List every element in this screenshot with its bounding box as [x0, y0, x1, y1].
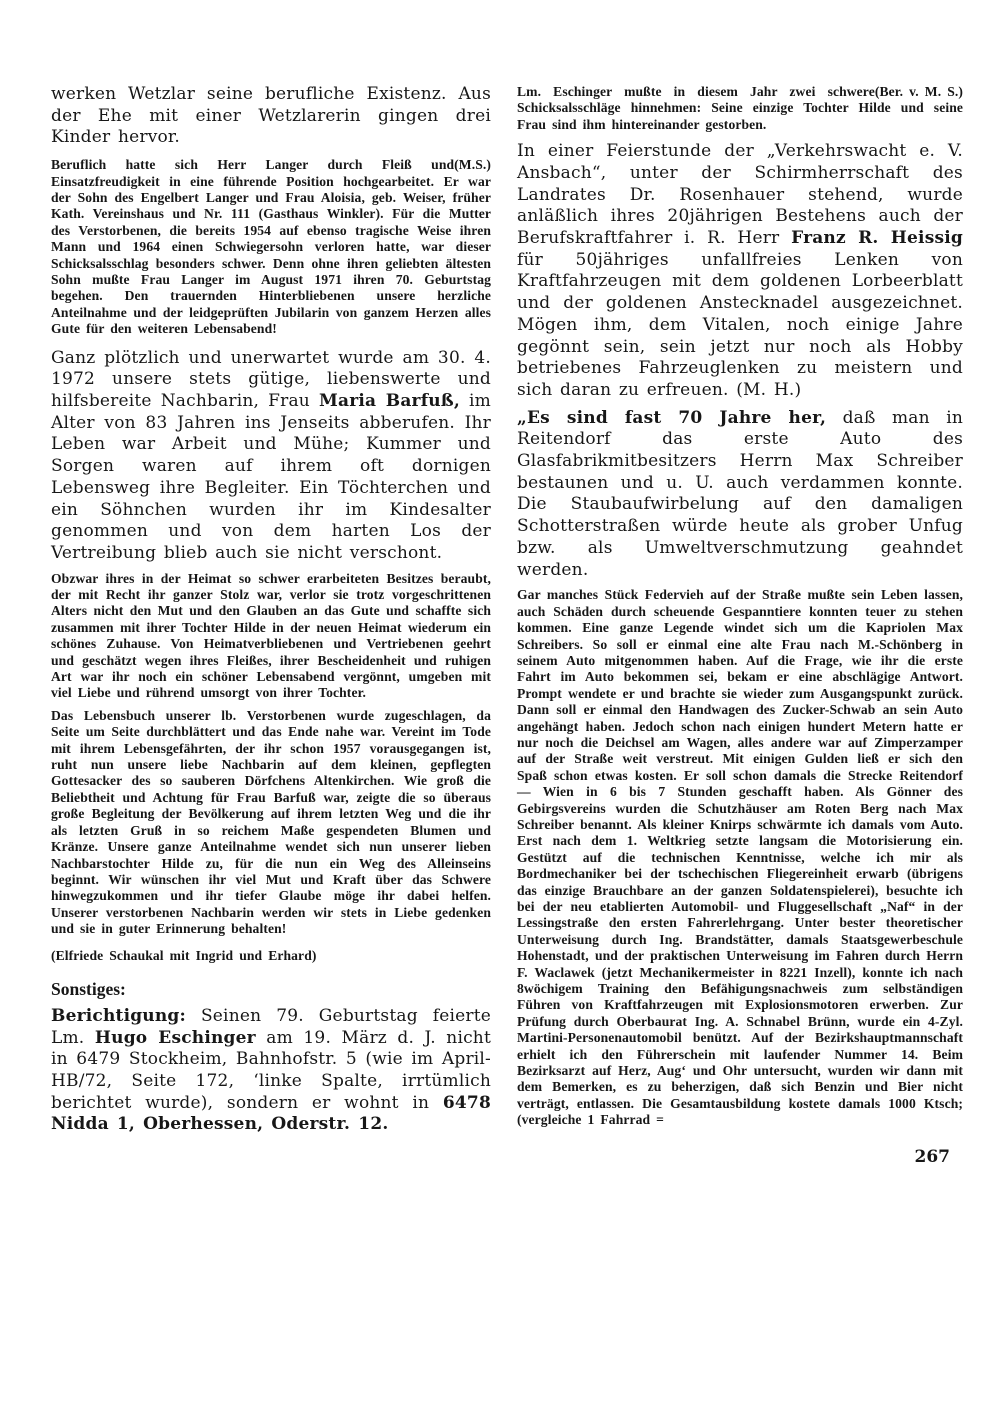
paragraph-text: daß man in Reitendorf das erste Auto des Glasfabrikmitbesitzers Herrn Max Schreiber bestaunen und u. U. auch verdammen konnte. Die Staubaufwirbelung auf den damaligen Schotterstraßen würde heute als grober Unfug bzw. als Umweltverschmutzung geahndet werden. [517, 407, 963, 580]
paragraph-auto-story [517, 587, 963, 1128]
page-number: 267 [914, 1146, 950, 1167]
name-hugo-eschinger: Hugo Eschinger [94, 1027, 256, 1048]
paragraph-text: Seinen 79. Geburtstag feierte Lm. [51, 1005, 491, 1048]
name-franz-heissig: Franz R. Heissig [791, 228, 963, 249]
address-nidda: 6478 Nidda 1, Oberhessen, Oderstr. 12. [51, 1092, 491, 1135]
paragraph-text: am 19. März d. J. nicht in 6479 Stockheim, Bahnhofstr. 5 (wie im April-HB/72, Seite 172, ‘linke Spalte, irrtümlich berichtet wurde), sondern er wohnt in [51, 1027, 491, 1113]
signoff-ber-v-ms: (Ber. v. M. S.) [874, 84, 963, 99]
paragraph-text: Obzwar ihres in der Heimat so schwer erarbeiteten Besitzes beraubt, der mit Recht ihr ganzer Stolz war, verlor sie trotz vorgeschrittenen Alters nicht den Mut und den Glauben an das Gute und schaffte sich zusammen mit ihrer Tochter Hilde in der neuen Heimat wiederum ein schönes Zuhause. Von Heimatverbliebenen und Vertriebenen geehrt und geschätzt wegen ihres Fleißes, ihrer Bescheidenheit und ruhigen Art war ihr noch ein schöner Lebensabend vergönnt, umgeben mit viel Liebe und rührend umsorgt von ihrer Tochter. [51, 570, 491, 701]
auto-intro-lead: „Es sind fast 70 Jahre her, [517, 407, 827, 428]
paragraph-text: Beruflich hatte sich Herr Langer durch Fleiß und Einsatzfreudigkeit in eine führende Position hochgearbeitet. Er war der Sohn des Engelbert Langer und Frau Aloisia, geb. Weiser, früher Kath. Vereinshaus und Nr. 111 (Gasthaus Winkler). Für die Mutter des Verstorbenen, die bereits 1954 auf ebenso tragische Weise ihren Mann und 1964 einen Schwiegersohn verloren hatte, war dieser Schicksalsschlag besonders schwer. Denn ohne ihren geliebten ältesten Sohn mußte Frau Langer im August 1971 ihren 70. Geburtstag begehen. Den trauernden Hinterbliebenen unsere herzliche Anteilnahme und der leidgeprüften Jubilarin von ganzem Herzen alles Gute für den weiteren Lebensabend! [51, 157, 491, 337]
two-column-layout [51, 84, 963, 1167]
paragraph-intro [51, 84, 491, 149]
paragraph-obituary-langer [51, 157, 491, 337]
paragraph-auto-intro [517, 408, 963, 582]
name-maria-barfuss: Maria Barfuß, [318, 390, 461, 411]
paragraph-text: für 50jähriges unfallfreies Lenken von Kraftfahrzeugen mit dem goldenen Lorbeerblatt und der goldenen Anstecknadel ausgezeichnet. Mögen ihm, dem Vitalen, noch einige Jahre gegönnt sein, sein jetzt nur noch als Hobby betriebenes Fahrzeuglenken zu meistern und sich daran zu erfreuen. (M. H.) [517, 249, 963, 400]
obituary-signature [51, 948, 491, 964]
paragraph-eschinger-note [517, 84, 963, 133]
section-heading-sonstiges: Sonstiges: [51, 978, 126, 999]
paragraph-text: werken Wetzlar seine berufliche Existenz. Aus der Ehe mit einer Wetzlarerin gingen drei Kinder hervor. [51, 84, 491, 148]
paragraph-text: Gar manches Stück Federvieh auf der Straße mußte sein Leben lassen, auch Schäden durch scheuende Gespanntiere konnten teuer zu stehen kommen. Eine ganze Legende windet sich um die Kapriolen Max Schreibers. So soll er einmal eine alte Frau nach M.-Schönberg in seinem Auto mitgenommen haben. Auf die Frage, wie ihr die erste Fahrt im Auto bekommen sei, bekam er eine abschlägige Antwort. Prompt wendete er und brachte sie wieder zum Ausgangspunkt zurück. Dann soll er einmal den Handwagen des Zucker-Schwab an sein Auto angehängt haben. Jedoch schon nach einigen hundert Metern hatte er nur noch die Deichsel am Wagen, alles andere war auf Zimperzamper auf der Straße weit verstreut. Mit einigen Gulden ließ er sich den Spaß schon etwas kosten. Er soll schon damals die Strecke Reitendorf — Wien in 6 bis 7 Stunden geschafft haben. Als Gönner des Gebirgsvereins wurden die Schutzhäuser am Roten Berg nach Max Schreiber benannt. Als kleiner Knirps schwärmte ich damals vom Auto. Erst nach dem 1. Weltkrieg setzte langsam die Motorisierung ein. Gestützt auf die technischen Kenntnisse, welche ich mir als Bordmechaniker bei der tschechischen Fliegereinheit erwarb (übrigens das einzige Brauchbare an der ganzen Soldatenspielerei), besuchte ich bei der neu etablierten Automobil- und Fluggesellschaft „Naf“ in der Lessingstraße den ersten Fahrerlehrgang. Unter bester theoretischer Unterweisung durch Ing. Brandstätter, damals Staatsgewerbeschule Hohenstadt, und der praktischen Unterweisung im Fahren durch Herrn F. Waclawek (jetzt Mechanikermeister in 8221 Inzell), konnte ich nach 8wöchigem Training den Befähigungsnachweis zum selbständigen Führen von Kraftfahrzeugen mit Explosionsmotoren erwerben. Zur Prüfung durch Oberbaurat Ing. A. Schnabel Brünn, wurde ein 4-Zyl. Martini-Personenautomobil benützt. Auf der Bezirkshauptmannschaft erhielt ich den Führerschein mit laufender Nummer 14. Beim Bezirksarzt auf Herz, Aug‘ und Ohr untersucht, wurden wir dann mit dem Bemerken, es zu beherzigen, daß sich Benzin und Bier nicht verträgt, entlassen. Die Gesamtausbildung kostete damals 1000 Ktsch; (vergleiche 1 Fahrrad = [517, 587, 963, 1128]
paragraph-heissig [517, 141, 963, 401]
paragraph-text: (Elfriede Schaukal mit Ingrid und Erhard) [51, 947, 317, 963]
paragraph-obituary-barfuss [51, 348, 491, 565]
right-column [517, 84, 963, 1167]
berichtigung-label: Berichtigung: [51, 1005, 186, 1026]
paragraph-text: Lm. Eschinger mußte in diesem Jahr zwei schwere Schicksalsschläge hinnehmen: Seine einzige Tochter Hilde und seine Frau sind ihm hintereinander gestorben. [517, 84, 963, 132]
paragraph-barfuss-detail-2 [51, 708, 491, 938]
signoff-ms: (M.S.) [454, 157, 491, 173]
paragraph-berichtigung [51, 1006, 491, 1136]
paragraph-text: im Alter von 83 Jahren ins Jenseits abberufen. Ihr Leben war Arbeit und Mühe; Kummer und Sorgen waren auf ihrem oft dornigen Lebensweg ihre Begleiter. Ein Töchterchen und ein Söhnchen wurden ihr im Kindesalter genommen und von dem harten Los der Vertreibung blieb auch sie nicht verschont. [51, 390, 491, 563]
left-column [51, 84, 491, 1167]
paragraph-text: Das Lebensbuch unserer lb. Verstorbenen wurde zugeschlagen, da Seite um Seite durchblättert und das Ende nahe war. Vereint im Tode mit ihrem Lebensgefährten, der ihr schon 1957 vorausgegangen ist, ruht nun unsere liebe Nachbarin auf dem kleinen, gepflegten Gottesacker des so sauberen Dörfchens Altenkirchen. Wie groß die Beliebtheit und Achtung für Frau Barfuß war, zeigte die so überaus große Begleitung der Bevölkerung auf ihrem letzten Weg und die ihr als letzten Gruß in so reichem Maße gespendeten Blumen und Kränze. Unsere ganze Anteilnahme wendet sich nun unserer lieben Nachbarstochter Hilde zu, für die nun ein Weg des Alleinseins beginnt. Wir wünschen ihr viel Mut und Kraft über das Schwere hinwegzukommen und ihr tiefer Glaube möge ihr dabei helfen. Unserer verstorbenen Nachbarin werden wir stets in Liebe gedenken und sie in guter Erinnerung behalten! [51, 707, 491, 937]
paragraph-text: Ganz plötzlich und unerwartet wurde am 30. 4. 1972 unsere stets gütige, liebenswerte und hilfsbereite Nachbarin, Frau [51, 347, 491, 411]
paragraph-barfuss-detail-1 [51, 571, 491, 702]
paragraph-text: In einer Feierstunde der „Verkehrswacht e. V. Ansbach“, unter der Schirmherrschaft des Landrates Dr. Rosenhauer stehend, wurde anläßlich ihres 20jährigen Bestehens auch der Berufskraftfahrer i. R. Herr [517, 141, 963, 249]
